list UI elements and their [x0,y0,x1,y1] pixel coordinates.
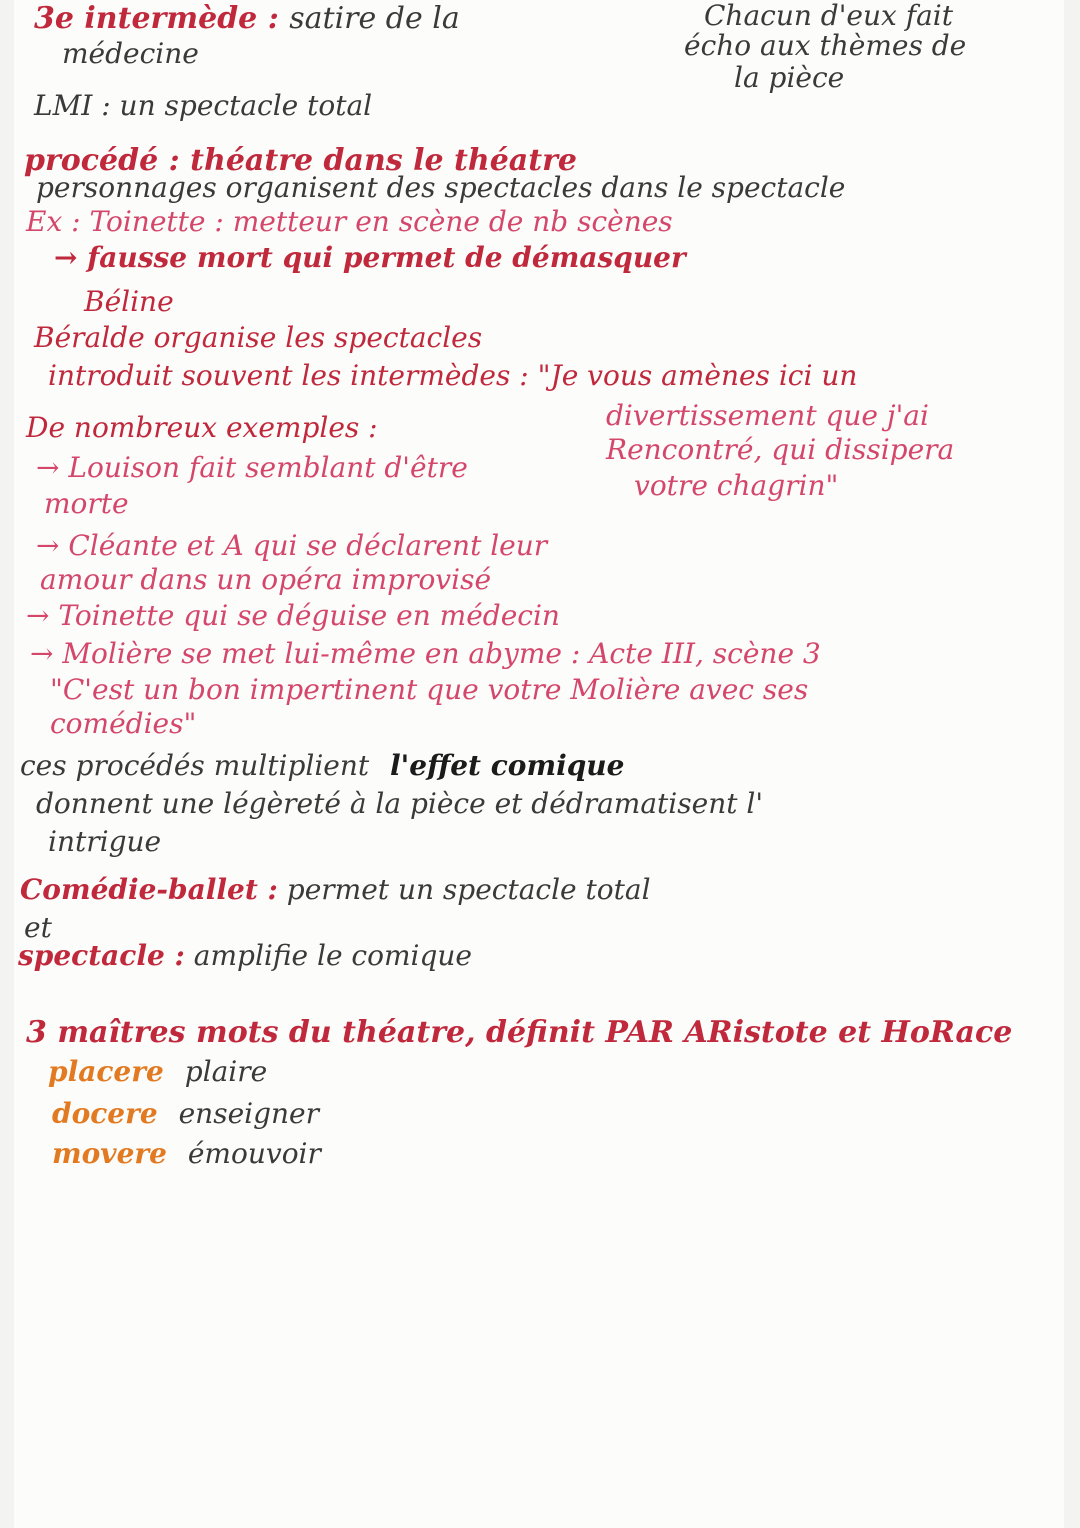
handwritten-line: → Louison fait semblant d'être [36,451,468,484]
section-heading: 3 maîtres mots du théatre, définit PAR ARistote et HoRace [26,1015,1013,1050]
latin-word: movere [52,1137,167,1170]
latin-word: docere [52,1097,158,1130]
handwritten-line: → Cléante et A qui se déclarent leur [36,529,548,562]
notebook-page [14,0,1064,1528]
comedie-ballet-text: permet un spectacle total [286,873,651,906]
effet-comique-text: l'effet comique [390,749,625,782]
handwritten-line [34,1,460,36]
french-translation: émouvoir [187,1137,321,1170]
handwritten-line [20,873,651,906]
handwritten-line: médecine [62,37,199,70]
handwritten-line: intrigue [48,825,162,858]
spectacle-text: amplifie le comique [193,939,473,972]
handwritten-line: "C'est un bon impertinent que votre Molière avec ses [50,673,809,706]
handwritten-line: comédies" [50,707,197,740]
handwritten-line: → Toinette qui se déguise en médecin [26,599,560,632]
handwritten-line: morte [44,487,129,520]
handwritten-line [20,749,625,782]
handwritten-line: donnent une légèreté à la pièce et dédramatisent l' [36,787,764,820]
handwritten-line: Béline [84,285,174,318]
handwritten-line: De nombreux exemples : [26,411,378,444]
latin-word: placere [48,1055,164,1088]
procedes-text: ces procédés multiplient [20,749,370,782]
french-translation: enseigner [178,1097,320,1130]
latin-word-row [48,1055,268,1088]
handwritten-line: → Molière se met lui-même en abyme : Acte III, scène 3 [30,637,821,670]
french-translation: plaire [184,1055,268,1088]
handwritten-line: Béralde organise les spectacles [34,321,483,354]
latin-word-row [52,1137,321,1170]
handwritten-line: Ex : Toinette : metteur en scène de nb scènes [26,205,673,238]
quote-line: divertissement que j'ai [606,399,929,432]
interlude-topic: satire de la [289,1,460,36]
side-note-line: écho aux thèmes de [684,29,967,62]
side-note-line: Chacun d'eux fait [704,0,953,32]
spectacle-label: spectacle : [18,939,185,972]
handwritten-line: introduit souvent les intermèdes : "Je vous amènes ici un [48,359,858,392]
quote-line: votre chagrin" [634,469,839,502]
handwritten-line: LMI : un spectacle total [34,89,373,122]
quote-line: Rencontré, qui dissipera [606,433,955,466]
handwritten-line: amour dans un opéra improvisé [40,563,492,596]
section-heading: procédé : théatre dans le théatre [24,143,577,178]
handwritten-line: et [24,911,52,944]
handwritten-line [18,939,473,972]
comedie-ballet-label: Comédie-ballet : [20,873,278,906]
side-note-line: la pièce [734,61,845,94]
interlude-title: 3e intermède : [34,1,279,36]
latin-word-row [52,1097,320,1130]
handwritten-line: → fausse mort qui permet de démasquer [54,241,686,274]
handwritten-line: personnages organisent des spectacles dans le spectacle [36,171,846,204]
